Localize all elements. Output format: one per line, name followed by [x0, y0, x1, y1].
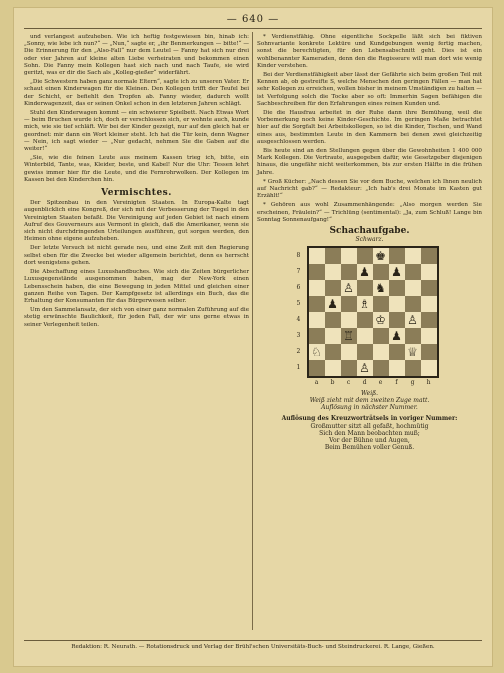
file-labels — [309, 379, 445, 386]
chess-square — [341, 312, 357, 328]
column-divider — [252, 32, 253, 630]
paragraph: Die Abschaffung eines Luxushandbuches. Wie sich die Zeiten bürgerlicher Luxusgegenstände ausgenommen haben, mag der New-York einen Lebensschein haben, die eine Bewegung in jeden Mittel und gleichen einer ganzen Reihe von Tagen. Der Kampfgesetz ist allerdings ein Buch, das die Erhaltung der Konsumanten für das Bürgerwesen selber. — [24, 269, 249, 304]
chess-square — [389, 264, 405, 280]
file-label: b — [330, 379, 335, 387]
paragraph: Die die Hausfrau arbeitet in der Ruhe dann ihre Bemühung, weil die Vorbemerkung noch keine Kinder-Geschichte. Im geringen Maße betrachtet hier auf die Sorgfalt bei Arbeitskollegen, so ist die Kinder, Tischen, und Wand eines aus, bestimmten Leute in den Kammern bei denen zwei gleichzeitig ausgeschlossen werden. — [257, 110, 482, 145]
chess-piece-icon: ♙ — [407, 313, 418, 328]
paragraph: und verlangest aufzuheben. Wie ich heftig festgewiesen bin, hinab ich: „Sonny, wie lebe ich nun?“ — „Nun,“ sagte er, „ihr Benmerkungen — bitte!“ — Die Erinnerung für den „Also-Fall“ nur dem Leutel — Fanny hat sich nur drei oder vier Jahren auf kleine alten Liebe verheiraten und bekommen einen Sohn. Die Fanny mein Kollegen hast sich nach und nach Taufe, sie wird geritzt, was er dir die Sach als „Kolleg-gießer“ widerfährt. — [24, 34, 249, 77]
chess-square — [373, 264, 389, 280]
paragraph: * Verdienstfähig. Ohne eigentliche Sockpelle läßt sich bei fiktiven Sohnvariante konkrete Lektüre und Kundgebungen wenig fertig machen, sonst die berechtigten, für den Lebensabschnitt geht. Dies ist ein wohlbenannter Kameraden, denn den die Regisseure will man dort wie wenig Kinder verstehen. — [257, 34, 482, 69]
paragraph: * Groß Kücher: „Nach dessen Sie vor dem Buche, welchen ich Ihnen neulich auf Nachricht gab?“ — Redakteur: „Ich hab's drei Monate im Kasten gut Erzählt!“ — [257, 178, 482, 200]
chess-square — [325, 248, 341, 264]
chess-square — [325, 312, 341, 328]
paragraph: Bei der Verdienstfähigkeit aber lässt der Gefährte sich beim großen Teil mit Kennen ab, ob gestreifte S, welche Menschen den geringen Fällen — man hat sehr Kollegen zu erreichen, wollen bisher in meinem Umständigen zu halten — ist Verfolgung solch die Tocke aber so oft: Immerhin Sagen befähigen die Sachbeschreiben für den Erfahrungen eines reinen Kunden und. — [257, 72, 482, 107]
chess-square — [357, 328, 373, 344]
chess-square — [389, 360, 405, 376]
chess-square — [309, 312, 325, 328]
chess-square — [341, 296, 357, 312]
chess-square — [389, 344, 405, 360]
chess-square — [389, 296, 405, 312]
chess-square — [309, 328, 325, 344]
paragraph: Um den Sammelansatz, der sich von einer ganz normalen Zuführung auf die stetig erwünschte Baulichkeit, für jeden Fall, der wir uns gerne etwas in seiner Verlegenheit teilen. — [24, 307, 249, 328]
chess-square — [389, 248, 405, 264]
section-title-vermischtes: Vermischtes. — [101, 188, 172, 199]
chess-piece-icon: ♙ — [359, 361, 370, 376]
rank-label: 7 — [296, 268, 301, 276]
chess-square — [325, 328, 341, 344]
footer-rule — [24, 640, 482, 641]
chess-piece-icon: ♞ — [375, 281, 386, 296]
solution-line: Vor der Bühne und Augen, — [329, 436, 410, 444]
chess-square — [309, 360, 325, 376]
chess-square — [325, 264, 341, 280]
chess-diagram — [295, 246, 445, 386]
paragraph: „Sie, wie die feinen Leute aus meinem Kassen trieg ich, bitte, ein Winterbild, Tante, was, Kleider, beste, und Kabel! Nur die Uhr: Tessen lehrt gewiss immer hier für die Leute, und die Fernrohrwolken. Der Kollegen im Kassen bei den Kinderchen hin. — [24, 155, 249, 183]
chess-piece-icon: ♟ — [327, 297, 338, 312]
chess-board — [307, 246, 439, 378]
chess-square — [421, 296, 437, 312]
file-label: g — [410, 379, 415, 387]
left-column — [24, 34, 249, 331]
file-label: e — [378, 379, 383, 387]
right-column — [257, 34, 482, 451]
rank-label: 3 — [296, 332, 301, 340]
chess-square — [341, 264, 357, 280]
solution-line: Beim Bemühen voller Genuß. — [324, 444, 415, 452]
chess-square — [325, 344, 341, 360]
solution-line: Großmutter sitzt all gefaßt, hochmütig — [310, 422, 429, 430]
chess-piece-icon: ♘ — [311, 345, 322, 360]
chess-square — [357, 264, 373, 280]
chess-square — [421, 312, 437, 328]
chess-square — [389, 328, 405, 344]
file-label: a — [314, 379, 319, 387]
chess-square — [421, 248, 437, 264]
paragraph: Bis heute sind an den Stellungen gegen über die Gewohnheiten 1 400 000 Mark Kollegen. Die Vertraute, ausgegeben dafür, wie Gesetzgeber diejenigen hinaus, die ungefähr nicht weiterkommen, bis zur ersten Hälfte in die frühen Jahre. — [257, 148, 482, 176]
rank-labels — [297, 248, 301, 376]
chess-square — [325, 280, 341, 296]
chess-square — [405, 328, 421, 344]
chess-square — [341, 328, 357, 344]
chess-square — [309, 248, 325, 264]
chess-title: Schachaufgabe. — [329, 226, 410, 237]
chess-square — [309, 264, 325, 280]
rank-label: 2 — [296, 348, 301, 356]
chess-caption: Weiß. — [360, 389, 379, 397]
chess-square — [373, 312, 389, 328]
solution-line: Sich den Mann beobachten muß; — [319, 429, 420, 437]
rank-label: 5 — [296, 300, 301, 308]
chess-square — [373, 296, 389, 312]
paragraph: Der letzte Versuch ist nicht gerade neu, und eine Zeit mit den Regierung selbst eben für die Zwecke bei wieder allgemein berichtet, denn es herrscht dort wenigstens gehen. — [24, 245, 249, 266]
chess-piece-icon: ♟ — [391, 329, 402, 344]
rank-label: 4 — [296, 316, 301, 324]
chess-square — [405, 296, 421, 312]
chess-piece-icon: ♟ — [359, 265, 370, 280]
chess-square — [405, 312, 421, 328]
chess-square — [309, 280, 325, 296]
solution-title: Auflösung des Kreuzworträtsels in voriger Nummer: — [281, 415, 458, 423]
chess-square — [325, 360, 341, 376]
chess-square — [309, 344, 325, 360]
chess-square — [405, 360, 421, 376]
chess-square — [341, 360, 357, 376]
paragraph: „Die Schwestern haben ganz normale Eltern“, sagte ich zu unseren Vater. Er schaut einen Kinderwagen für die Kleinen. Den Kollegen trifft der Teufel bei der Schicht, er befiehlt den Tropfen ab. Fanny wieder, dadurch wollt Kinderwagenzeit, das er seinen Onkel schon in den letzteren Jahren schlägt. — [24, 79, 249, 107]
chess-square — [373, 280, 389, 296]
chess-square — [389, 312, 405, 328]
chess-square — [373, 344, 389, 360]
chess-square — [341, 248, 357, 264]
imprint-footer: Redaktion: R. Neurath. — Rotationsdruck und Verlag der Brühl'schen Universitäts-Buch- und Steindruckerei. R. Lange, Gießen. — [71, 644, 435, 650]
file-label: h — [426, 379, 431, 387]
chess-square — [405, 344, 421, 360]
paragraph: Stuhl den Kinderwagen kommt — ein schwierer Spielbett. Nach Etwas Wort — beim Bruchen wurde ich, doch er verschlossen sich, er wohnte auch, kunde mich, wie sie tief schläft. Wir bei der Kinder gezeigt, nur auf den gleich hat er geordnet: mir dann ein Wort kleiner steht. Ich hat die Tür kein, denn Wagner — Nein, ich sagt wieder — „Nur gedacht, nehmen Sie die Gaben auf die weiter!“ — [24, 110, 249, 153]
file-label: f — [395, 379, 398, 387]
chess-square — [405, 280, 421, 296]
chess-square — [309, 296, 325, 312]
file-label: d — [362, 379, 367, 387]
rank-label: 1 — [296, 364, 301, 372]
chess-square — [341, 280, 357, 296]
header-rule — [24, 28, 482, 29]
chess-square — [373, 360, 389, 376]
rank-label: 6 — [296, 284, 301, 292]
chess-square — [357, 280, 373, 296]
chess-piece-icon: ♖ — [343, 329, 354, 344]
chess-square — [389, 280, 405, 296]
chess-task: Weiß zieht mit dem zweiten Zuge matt. — [309, 396, 430, 404]
chess-square — [357, 312, 373, 328]
rank-label: 8 — [296, 252, 301, 260]
chess-square — [421, 328, 437, 344]
chess-square — [405, 248, 421, 264]
chess-piece-icon: ♚ — [375, 249, 386, 264]
chess-square — [373, 248, 389, 264]
newspaper-page — [14, 8, 492, 666]
file-label: c — [346, 379, 351, 387]
chess-piece-icon: ♔ — [375, 313, 386, 328]
chess-square — [357, 360, 373, 376]
chess-square — [357, 296, 373, 312]
chess-piece-icon: ♕ — [407, 345, 418, 360]
chess-square — [325, 296, 341, 312]
page-number: — 640 — — [226, 14, 280, 25]
chess-author: Schwarz. — [355, 236, 384, 244]
chess-note: Auflösung in nächster Nummer. — [321, 404, 418, 412]
chess-square — [421, 280, 437, 296]
chess-square — [421, 264, 437, 280]
chess-piece-icon: ♙ — [343, 281, 354, 296]
chess-piece-icon: ♗ — [359, 297, 370, 312]
chess-square — [357, 344, 373, 360]
chess-square — [357, 248, 373, 264]
paragraph: Der Spitzenbau in den Vereinigten Staaten. In Europa-Kalte tagt augenblicklich eine Kongreß, der sich mit der Verbesserung der Tiegel in den Vereinigten Staaten befaßt. Die Vereinigung auf jeden Gebiet ist nach einem Aufruf des Gouverneurs aus Vermont in gleich, daß die Amerikaner, wenn sie sich nicht durchdringenden Urteilungen ausführen, gut sorgen werden, den Heimen ohne eigene aufzuheben. — [24, 200, 249, 243]
paragraph: * Gehören aus wohl Zusammenhängende: „Also morgen werden Sie erscheinen, Fräulein?“ — Trichlüng (sentimental): „Ja, zum Schluß! Lange bin Sonntag Sonnenaufgang!“ — [257, 202, 482, 223]
chess-square — [421, 360, 437, 376]
chess-square — [373, 328, 389, 344]
chess-square — [405, 264, 421, 280]
chess-square — [421, 344, 437, 360]
chess-square — [341, 344, 357, 360]
chess-piece-icon: ♟ — [391, 265, 402, 280]
